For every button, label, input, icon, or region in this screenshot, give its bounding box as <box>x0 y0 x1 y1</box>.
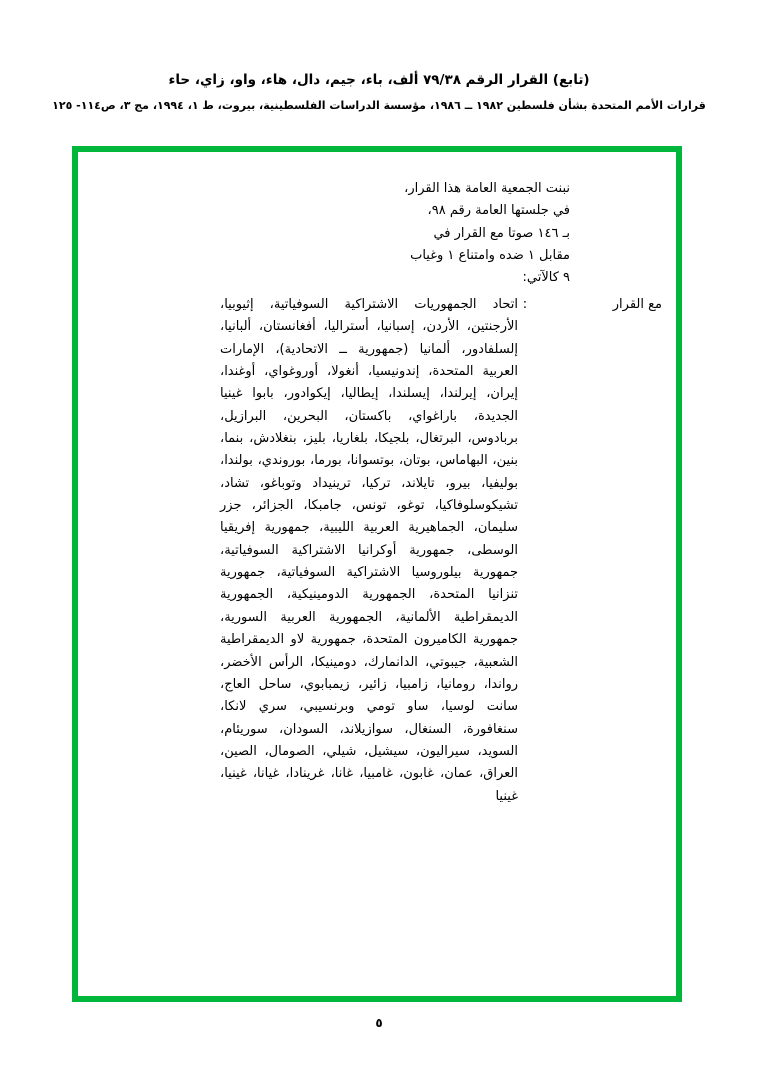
document-content <box>72 178 682 808</box>
intro-line: ٩ كالآتي: <box>522 270 570 286</box>
page-header <box>0 0 758 115</box>
intro-line: نبنت الجمعية العامة هذا القرار، <box>404 181 570 196</box>
intro-line: مقابل ١ ضده وامتناع ١ وغياب <box>410 248 570 264</box>
page-number: ٥ <box>375 1016 383 1030</box>
page-source-citation: قرارات الأمم المتحدة بشأن فلسطين ١٩٨٢ ــ ١٩٨٦، مؤسسة الدراسات الفلسطينية، بيروت، ط ١، ١٩٩٤، مج ٣، ص١١٤- ١٢٥ <box>52 99 706 113</box>
votes-in-favor-label: مع القرار <box>612 296 662 312</box>
votes-colon: : <box>522 296 528 312</box>
intro-line: في جلستها العامة رقم ٩٨، <box>427 203 570 219</box>
page-title: (تابع) القرار الرقم ٧٩/٣٨ ألف، باء، جيم، دال، هاء، واو، زاي، حاء <box>168 72 590 88</box>
votes-in-favor-block <box>72 294 682 808</box>
resolution-intro <box>72 178 682 290</box>
countries-list: اتحاد الجمهوريات الاشتراكية السوفياتية، إثيوبيا، الأرجنتين، الأردن، إسبانيا، أستراليا، أفغانستان، ألبانيا، إلسلفادور، ألمانيا (جمهورية ــ الاتحادية)، الإمارات العربية المتحدة، إندونيسيا، أنغولا، أوروغواي، أوغندا، إيران، إيرلندا، إيسلندا، إيطاليا، إيكوادور، بابوا غينيا الجديدة، باراغواي، باكستان، البحرين، البرازيل، بربادوس، البرتغال، بلجيكا، بلغاريا، بليز، بنغلادش، بنما، بنين، البهاماس، بوتان، بوتسوانا، بورما، بوروندي، بولندا، بوليفيا، بيرو، تايلاند، تركيا، ترينيداد وتوباغو، تشاد، تشيكوسلوفاكيا، توغو، تونس، جامبكا، الجزائر، جزر سليمان، الجماهيرية العربية الليبية، جمهورية إفريقيا الوسطى، جمهورية أوكرانيا الاشتراكية السوفياتية، جمهورية بيلوروسيا الاشتراكية السوفياتية، جمهورية تنزانيا المتحدة، الجمهورية الدومينيكية، الجمهورية الديمقراطية الألمانية، الجمهورية العربية السورية، جمهورية الكاميرون المتحدة، جمهورية لاو الديمقراطية الشعبية، جيبوتي، الدانمارك، دومينيكا، الرأس الأخضر، رواندا، رومانيا، زامبيا، زائير، زيمبابوي، ساحل العاج، سانت لوسيا، ساو تومي وبرنسيبي، سري لانكا، سنغافورة، السنغال، سوازيلاند، السودان، سوريئام، السويد، سيراليون، سيشيل، شيلي، الصومال، الصين، العراق، عمان، غابون، غامبيا، غانا، غرينادا، غيانا، غينيا، غينيا <box>220 296 518 804</box>
intro-line: بـ ١٤٦ صوتا مع القرار في <box>433 225 570 241</box>
